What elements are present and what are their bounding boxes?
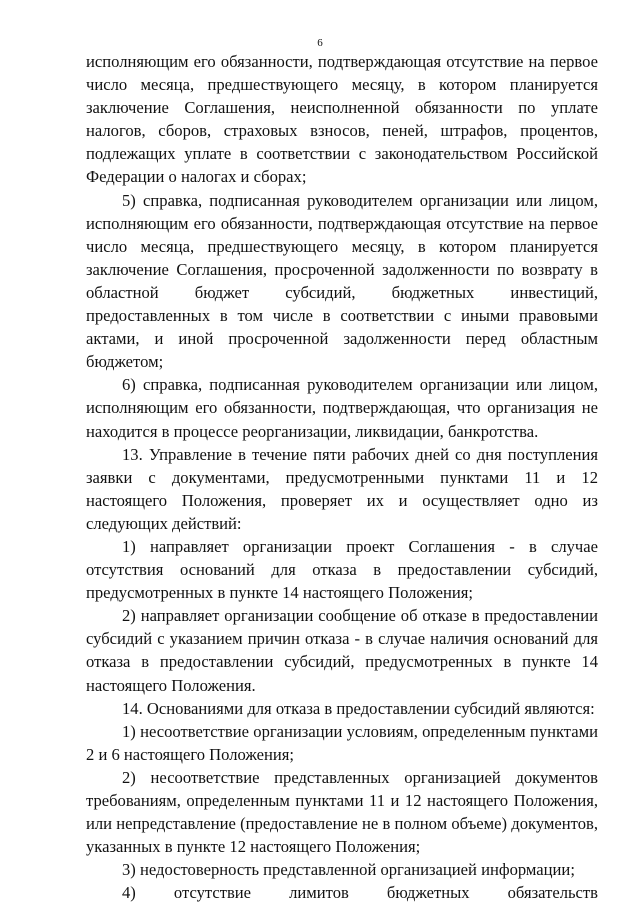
paragraph-continuation-tax-certificate: исполняющим его обязанности, подтверждающая отсутствие на первое число месяца, предшествующего месяцу, в котором планируется заключение Соглашения, неисполненной обязанности по уплате налогов, сборов, страховых взносов, пеней, штрафов, процентов, подлежащих уплате в соответствии с законодательством Российской Федерации о налогах и сборах;	[86, 52, 598, 187]
page-number: 6	[317, 37, 323, 49]
paragraph-item-6-reorganization-certificate: 6) справка, подписанная руководителем организации или лицом, исполняющим его обязанности, подтверждающая, что организация не находится в процессе реорганизации, ликвидации, банкротства.	[86, 375, 598, 441]
paragraph-section-14-item-4: 4) отсутствие лимитов бюджетных обязательств	[122, 883, 598, 903]
paragraph-section-13-item-1: 1) направляет организации проект Соглашения - в случае отсутствия оснований для отказа в предоставлении субсидий, предусмотренных в пункте 14 настоящего Положения;	[86, 536, 598, 603]
paragraph-section-14-item-3: 3) недостоверность представленной организацией информации;	[122, 860, 575, 880]
paragraph-section-14: 14. Основаниями для отказа в предоставлении субсидий являются:	[122, 698, 595, 718]
paragraph-section-13-item-2: 2) направляет организации сообщение об отказе в предоставлении субсидий с указанием причин отказа - в случае наличия оснований для отказа в предоставлении субсидий, предусмотренных в пункте 14 настоящего Положения.	[86, 606, 598, 695]
paragraph-section-14-item-1: 1) несоответствие организации условиям, определенным пунктами 2 и 6 настоящего Положения;	[86, 721, 598, 764]
paragraph-section-13: 13. Управление в течение пяти рабочих дней со дня поступления заявки с документами, предусмотренными пунктами 11 и 12 настоящего Положения, проверяет их и осуществляет одно из следующих действий:	[86, 444, 598, 533]
paragraph-item-5-debt-certificate: 5) справка, подписанная руководителем организации или лицом, исполняющим его обязанности, подтверждающая отсутствие на первое число месяца, предшествующего месяцу, в котором планируется заключение Соглашения, просроченной задолженности по возврату в областной бюджет субсидий, бюджетных инвестиций, предоставленных в том числе в соответствии с иными правовыми актами, и иной просроченной задолженности перед областным бюджетом;	[86, 190, 598, 372]
document-body	[86, 50, 598, 904]
paragraph-section-14-item-2: 2) несоответствие представленных организацией документов требованиям, определенным пунктами 11 и 12 настоящего Положения, или непредставление (предоставление не в полном объеме) документов, указанных в пункте 12 настоящего Положения;	[86, 767, 598, 857]
